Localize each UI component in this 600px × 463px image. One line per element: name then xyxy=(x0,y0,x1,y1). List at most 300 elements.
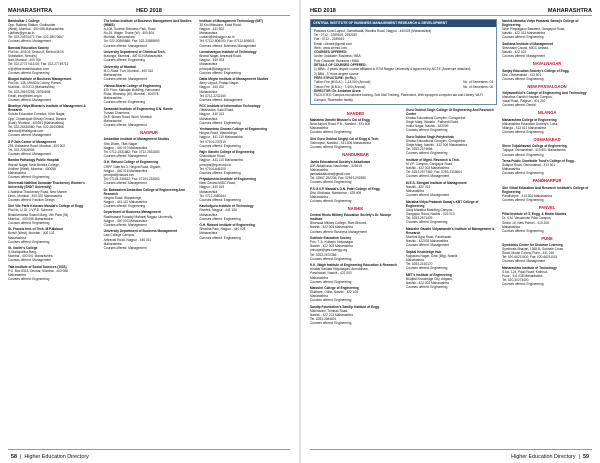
institute-detail-line: (West), Mumbai - 400 068 Maharashtra xyxy=(8,27,64,32)
city-section-heading: NILANGA xyxy=(537,110,557,116)
institute-name: Matoshri College of Engineering xyxy=(310,286,359,291)
institute-detail-line: rv@@barnwaleducation.com xyxy=(8,66,50,71)
institute-detail-line: Shiv Dham, Tilak Nagar, xyxy=(103,141,138,146)
institute-detail-line: Nashik - 422 005 Maharashtra xyxy=(310,244,353,249)
institute-detail-line: Courses offered: Engineering xyxy=(199,70,241,75)
institute-name: Saraswati Institute of Engineering S.N. Kamte xyxy=(103,106,173,111)
institute-detail-line: Amravati Road, Nagpur - 440 010 xyxy=(103,237,152,242)
institute-detail-line: Maharashtra xyxy=(406,189,424,194)
institute-detail-line: Courses offered: Management xyxy=(8,39,51,44)
institute-entry xyxy=(502,159,592,175)
institute-name: Tata Institute of Social Sciences (TISS) xyxy=(8,265,67,270)
institute-detail-line: principal@ges-coengg.org xyxy=(310,248,348,253)
institute-name: Ambedkar Institute of Management Studies xyxy=(103,137,170,142)
featured-institute-box xyxy=(310,19,497,105)
institute-name: Institute of Mgmt. Research & Tech. xyxy=(406,157,460,162)
institute-name: Vishwa Bharat College of Engineering xyxy=(103,83,162,88)
institute-name: Pillai Institute of IT, Engg. & Media Studies xyxy=(502,212,567,217)
institute-entry xyxy=(104,19,195,48)
institute-name: Kavikulguru Institute of Technology xyxy=(199,204,254,209)
institute-name: D P Jain Center of Management xyxy=(8,139,56,144)
institute-detail-line: Near Airport Road, P.B., Nanded - 431 605 xyxy=(310,122,371,127)
box-contact-line: Email : cibmrd@gmail.com xyxy=(314,41,352,46)
institute-detail-line: Gangapur Road, Nashik - 422 013 xyxy=(406,212,455,217)
institute-detail-line: Courses offered: Management xyxy=(103,77,147,82)
institute-entry xyxy=(406,135,497,155)
institute-entry xyxy=(502,42,592,58)
institute-detail-line: Courses offered: Engineering xyxy=(310,180,352,184)
institute-detail-line: Nagpur - 441 110 Maharashtra xyxy=(103,199,148,204)
institute-detail-line: Warudi Nagar, Near Bandra College, xyxy=(8,162,60,167)
institute-detail-line: Tel: 022-22406906 xyxy=(8,147,35,152)
page-number: 58 xyxy=(11,453,17,460)
institute-detail-line: Tel: 022-20855888; Fax: 022-20855890 xyxy=(103,39,160,44)
institute-detail-line: Maharashtra xyxy=(103,96,122,101)
institute-detail-line: director@bhalsignat.com xyxy=(8,128,44,133)
institute-detail-line: Panchavati, Nashik - 422 003 xyxy=(310,271,352,276)
column xyxy=(8,19,99,445)
institute-detail-line: Courses offered: Business Management xyxy=(199,43,257,48)
institute-detail-line: Tel: 07104-646100 xyxy=(199,166,226,171)
institute-detail-line: contact@imtnagpur.ac.in xyxy=(199,35,235,40)
institute-entry xyxy=(8,140,99,156)
institute-detail-line: Bhaktivedanta Swami Marg, Vile Parle (W) xyxy=(8,212,69,217)
institute-detail-line: Courses offered: Management xyxy=(8,151,51,156)
institute-detail-line: Borivli (West), Mumbai - 400 103 xyxy=(8,231,55,236)
institute-name: Institute of Management Technology (IMT) xyxy=(199,19,264,23)
institute-detail-line: Dr.E. Moses Road, Worli, Mumbai xyxy=(103,114,152,119)
institute-detail-line: Solapur Road, Osmanabad - 413 501 xyxy=(502,163,556,168)
institute-detail-line: Courses offered: Management xyxy=(103,43,147,48)
institute-detail-line: Rashtrasant Tukadoji Maharaj Nagpur University, xyxy=(103,214,173,219)
institute-name: Sadhana Institute of Management xyxy=(502,41,553,46)
city-section-heading: NANDED xyxy=(346,110,365,116)
institute-name: Sanjay Education Society's College of Engg. xyxy=(502,68,570,73)
box-lines xyxy=(314,29,493,51)
institute-detail-line: Nashik - 422 013 xyxy=(406,185,431,189)
institute-detail-line: Dist. Shahada, Nandurbar - 425 409 xyxy=(310,190,362,195)
institute-name: P.S.G.V.P. Mandal's D.N. Patel College of Engg. xyxy=(310,186,381,191)
column xyxy=(310,108,401,445)
institute-detail-line: Nagpur - 440 033 xyxy=(199,58,225,63)
institute-detail-line: Nashik - 422 002 Maharashtra xyxy=(406,166,449,171)
institute-name: Department of Business Management xyxy=(103,210,161,215)
institute-detail-line: Indira Nagar, Nashik - 422009 xyxy=(406,124,449,129)
institute-detail-line: Courses offered: Engineering xyxy=(310,321,352,326)
institute-detail-line: 293, Kalbadevi Road, Mumbai - 400 002 xyxy=(8,143,66,148)
institute-detail-line: Mumbai, Maharashtra xyxy=(103,35,135,40)
institute-entry xyxy=(199,204,290,220)
institute-detail-line: Courses offered: Management xyxy=(502,259,546,264)
institute-name: Nashik Maratha Vidya Prasarak Samaj's College of Engineering xyxy=(502,19,579,28)
institute-detail-line: Courses offered: Engineering xyxy=(8,277,50,282)
detail-item: 2) BBA - 3 Years degree course xyxy=(314,71,359,76)
institute-name: Gokhale Education Society xyxy=(310,236,352,241)
institute-name: G.H. Raisoni College of Engineering xyxy=(103,160,159,165)
institute-detail-line: Vasai Road, Palghar - 401 202 xyxy=(502,99,546,104)
city-section-heading: NASHIK xyxy=(347,205,364,211)
institute-detail-line: Courses offered: Engineering xyxy=(103,203,146,208)
institute-detail-line: Nagpur - 440 013 xyxy=(199,112,225,117)
institute-detail-line: Tel: 0253-2571439 xyxy=(406,216,433,221)
institute-detail-line: Courses offered: Management xyxy=(8,258,51,263)
page-footer xyxy=(8,449,290,463)
institute-entry xyxy=(502,186,592,202)
institute-detail-line: Maharashtra Education Society's, Latur, xyxy=(502,121,559,126)
institute-entry xyxy=(199,150,290,175)
institute-detail-line: Tel: 0253-2410170 xyxy=(406,262,433,267)
column xyxy=(406,108,497,445)
institute-detail-line: Nashik - 422 213 Maharashtra xyxy=(310,313,353,318)
institute-detail-line: Courses offered: Engineering xyxy=(199,170,241,175)
institute-detail-line: Maharashtra xyxy=(199,189,218,194)
city-section-heading: NEW PANVALGAON xyxy=(527,83,567,89)
institute-detail-line: principal@litnagpur.in xyxy=(199,66,230,71)
institute-name: Mahatma Gandhi Mission's Col of Engg xyxy=(310,118,370,123)
institute-detail-line: Sector 16, New Panvel - 410 206 xyxy=(502,220,549,225)
institute-detail-line: Tel: 0253-2374666 xyxy=(406,147,433,152)
institute-detail-line: Nagpur - 441 110 Maharashtra xyxy=(199,158,243,163)
institute-name: Terna Public Charitable Trust's College of Engg. xyxy=(502,159,575,164)
institute-detail-line: 1,Nathibai Thackersey Road, New Marine xyxy=(8,189,67,194)
column xyxy=(502,19,592,445)
institute-detail-line: Bhonsala Military College, Ram Bhoomi, xyxy=(310,221,368,226)
institute-entry xyxy=(8,77,99,102)
institute-detail-line: Matunga, Mumbai - 400 019 Maharashtra xyxy=(103,54,163,59)
institute-entry xyxy=(104,65,195,81)
institute-entry xyxy=(8,158,99,178)
right-lower-columns xyxy=(310,108,497,445)
institute-detail-line: Nagpur - 441 502 xyxy=(199,27,225,32)
institute-detail-line: S.No. 124, Paud Road, Kothrud, xyxy=(502,270,548,275)
institute-detail-line: 4Th Floor, Mahajan Building, Hanumant xyxy=(103,87,160,92)
facilities-line: FACILITIES: Campus recruitment training, Soft Skill Training, Placement, Well equipped computer lab and Library, Wi-Fi Campus, Recreation facility. xyxy=(314,93,483,102)
gutter xyxy=(299,0,301,463)
institute-detail-line: Shradha Park, Nagpur - 440 028 xyxy=(199,227,246,232)
box-contact-line: Tel : 0712 - 2289519, 2252087 xyxy=(314,32,358,37)
institute-detail-line: Maharashtra xyxy=(8,235,26,240)
featured-institute-body xyxy=(311,27,496,104)
institute-detail-line: Courses offered: Engineering xyxy=(406,128,448,133)
page-header xyxy=(310,0,592,16)
institute-detail-line: Courses offered: Business Management xyxy=(310,229,367,234)
institute-entry xyxy=(8,265,99,281)
institute-detail-line: Courses offered: Management xyxy=(103,153,147,158)
institute-detail-line: Courses offered: Management xyxy=(103,180,147,185)
institute-detail-line: Tuljapur, Osmanabad - 413 601 Maharashtra xyxy=(502,148,566,153)
institute-name: Matoshri Gandhi Vidyamandir's Institute of Management & Research xyxy=(406,226,495,235)
institute-detail-line: Courses offered: Management xyxy=(103,245,147,250)
institute-entry xyxy=(502,266,592,286)
institute-detail-line: Nagpur - 440 033 Maharashtra xyxy=(103,218,148,223)
institute-detail-line: principal@raisoni.net xyxy=(103,172,134,177)
institute-detail-line: Courses offered: Engineering xyxy=(406,151,448,156)
institute-detail-line: Courses offered: Engineering xyxy=(310,279,352,284)
institute-detail-line: Khalsa Educational Complex, Gurugobind xyxy=(406,139,466,144)
institute-name: M.E.S. Sinhgad Institute of Management xyxy=(406,180,467,185)
institute-detail-line: Kalpataru Nagar, Ozar (Mig), Nashik xyxy=(406,253,458,258)
institute-detail-line: Maharashtra xyxy=(199,62,218,67)
institute-name: Yeshwantrao Chavan College of Engineering xyxy=(199,127,268,132)
institute-detail-line: Maharashtra xyxy=(199,116,218,121)
institute-detail-line: Nashik - 422 013 Maharashtra xyxy=(502,31,545,36)
institute-detail-line: Nashik - 422 005 Maharashtra xyxy=(310,225,353,230)
institute-detail-line: Tel: 020-66211000; Fax: 020-66211001 xyxy=(502,255,558,260)
institute-detail-line: Courses offered: Engineering xyxy=(502,171,544,176)
page-header xyxy=(8,0,290,16)
institute-entry xyxy=(310,263,401,283)
institute-detail-line: Road, Model Colony, Pune - 411 016 xyxy=(502,251,555,256)
institute-entry xyxy=(310,236,401,261)
institute-detail-line: Maharashtra xyxy=(103,73,122,78)
institute-detail-line: Tulsani Chambers xyxy=(103,110,130,115)
featured-institute-title: CENTRAL INSTITUTE OF BUSINESS MANAGEMENT RESEARCH & DEVELOPMENT xyxy=(311,20,496,27)
institute-name: Shri Guru Gobind Singhji Col of Engg & Tech. xyxy=(310,137,380,142)
institute-detail-line: Maharashtra xyxy=(310,294,328,299)
institute-detail-line: Courses offered: Engineering xyxy=(310,198,352,203)
institute-entry xyxy=(199,50,290,75)
institute-entry xyxy=(199,223,290,239)
institute-name: Sandip Foundation's Sandip Institute of Engg. xyxy=(310,305,380,310)
institute-detail-line: Courses offered: Management xyxy=(406,243,450,248)
institute-detail-line: Plot No.-40/104, Sector-8, Behind MGS xyxy=(8,50,64,55)
institute-detail-line: Plot No. U-15, J.V.P.D. Scheme, xyxy=(8,208,54,213)
institute-detail-line: Nilanga - 413 521 Maharashtra xyxy=(502,125,547,130)
institute-detail-line: Courses offered: Engineering xyxy=(199,235,241,240)
institute-detail-line: Maharashtra xyxy=(103,119,122,124)
institute-name: St. Xavier's College xyxy=(8,246,38,251)
column xyxy=(104,19,195,445)
course-item: Post Graduate: Business / MBA xyxy=(314,58,359,63)
institute-detail-line: Eklahare, Odha, Nashik - 422 105 xyxy=(310,290,359,295)
institute-detail-line: Courses offered: Engineering xyxy=(8,239,50,244)
right-page xyxy=(302,0,600,463)
column xyxy=(199,19,290,445)
institute-detail-line: Lines, Mumbai - 400 020 Maharashtra xyxy=(8,193,62,198)
institute-entry xyxy=(8,246,99,262)
institute-name: Symbiosis Centre for Distance Learning xyxy=(502,243,563,248)
city-section-heading: NANDURBAR xyxy=(342,152,369,158)
institute-entry xyxy=(8,104,99,137)
left-page xyxy=(0,0,298,463)
institute-name: The Indian Institute of Business Management And Studies (IIBMS) xyxy=(103,19,192,28)
institute-entry xyxy=(199,77,290,102)
institute-detail-line: Nagpur - 440 016 Maharashtra xyxy=(103,168,148,173)
institute-detail-line: Courses offered: Engineering xyxy=(406,285,448,290)
page-number: 59 xyxy=(583,453,589,460)
fee-semesters: No. of Semesters: 04 xyxy=(463,80,494,85)
institute-entry xyxy=(104,210,195,226)
institute-entry xyxy=(199,127,290,147)
institute-entry xyxy=(8,227,99,243)
institute-detail-line: Ramtek, Nagpur - 441 106 xyxy=(199,208,237,213)
institute-detail-line: Maharashtra xyxy=(199,31,218,36)
fee-list xyxy=(314,80,493,89)
courses-list xyxy=(314,54,493,63)
institute-name: Bandra Pathology Public Hospital xyxy=(8,158,60,163)
institute-detail-line: Plot No. 135, MHADA Colony, Panvel xyxy=(8,81,61,86)
institute-entry xyxy=(502,69,592,81)
institute-detail-line: Nashik - 422 010 xyxy=(502,50,527,55)
header-edition: HED 2018 xyxy=(310,8,336,14)
institute-detail-line: Vishnupuri, Nanded - 431 606 Maharashtra xyxy=(310,141,372,146)
institute-detail-line: Maharashtra xyxy=(310,194,328,199)
institute-detail-line: Khalsa Educational Complex, Gurugobind xyxy=(406,116,466,121)
institute-detail-line: Courses offered: Management xyxy=(406,174,450,179)
city-section-heading: OSMANABAD xyxy=(533,137,561,143)
institute-detail-line: Shivshakti Chowk, MIDC Ambad, xyxy=(502,46,549,51)
institute-name: Shri Vile Parle Kelavani Mandal's College of Engg. xyxy=(8,204,84,209)
institute-name: Datta Meghe Institute of Management Studies xyxy=(199,77,269,82)
institute-entry xyxy=(502,91,592,107)
institute-detail-line: M.G.Road, Fort, Mumbai - 400 032 xyxy=(103,69,154,74)
institute-entry xyxy=(406,227,497,247)
institute-entry xyxy=(310,187,401,203)
header-state: MAHARASHTRA xyxy=(8,8,53,14)
footer-title: Higher Education Directory xyxy=(511,453,576,460)
institute-detail-line: Maharashtra xyxy=(199,89,218,94)
institute-name: Laxminarayan Institute of Technology xyxy=(199,50,257,55)
institute-detail-line: M.V.P. Campus, Gangapur Road, xyxy=(406,162,453,167)
institute-detail-line: Courses offered: Dental xyxy=(502,103,536,108)
institute-detail-line: Courses offered: Engineering xyxy=(502,35,544,40)
institute-detail-line: Courses offered: Management xyxy=(199,97,243,102)
institute-detail-line: Dist.-Osmanabad - 413 501 xyxy=(502,72,542,77)
institute-detail-line: Courses offered: Engineering xyxy=(199,143,241,148)
institute-detail-line: Near Pimpalgaon Baswant, Gangapur Road, xyxy=(502,27,566,32)
header-edition: HED 2018 xyxy=(136,8,162,14)
institute-name: Sapkal Knowledge Hub xyxy=(406,249,442,254)
institute-entry xyxy=(310,160,401,185)
box-contact-line: Web : www.cibmrd.com xyxy=(314,45,348,50)
institute-detail-line: Tel: 020-30273400 xyxy=(502,278,529,283)
box-contact-line: Pawashi Kund Layout, Somalwada, Wardha Road, Nagpur - 440025 (Maharashtra) xyxy=(314,28,432,33)
institute-entry xyxy=(104,229,195,249)
institute-detail-line: Maharashtra xyxy=(199,231,218,236)
institute-detail-line: Maharashtra xyxy=(103,241,122,246)
institute-entry xyxy=(502,144,592,156)
institute-detail-line: Kuhula Education Complex, Khar Nagar, xyxy=(8,112,66,117)
institute-entry xyxy=(310,213,401,233)
institute-name: Shri Vithal Education And Research Institute's College of Engineering xyxy=(502,185,589,194)
institute-detail-line: A/P. Akkalkuwa, Nandurbar - 425415 xyxy=(310,163,362,168)
institute-entry xyxy=(406,108,497,133)
institute-detail-line: Tel: 022-28670255; 28760808 xyxy=(8,89,51,94)
institute-detail-line: Courses offered: Engineering xyxy=(199,197,241,202)
institute-name: Guru Gobind Singh Polytechnic xyxy=(406,134,455,139)
institute-name: St. Francis Inst. of Tech. M.P.Mabour xyxy=(8,227,64,232)
institute-detail-line: Chandrapur Road, xyxy=(199,154,226,159)
institute-entry xyxy=(310,286,401,302)
header-state: MAHARASHTRA xyxy=(547,8,592,14)
city-section-heading: PANDHARPUR xyxy=(532,178,562,184)
institute-detail-line: Bhujbal Knowledge City, Adgaon, xyxy=(406,276,453,281)
institute-detail-line: Courses offered: Engineering xyxy=(502,129,544,134)
institute-detail-line: Hingna Road, Wanadongri, xyxy=(199,131,238,136)
institute-detail-line: Nagpur - 440 022 xyxy=(199,85,225,90)
institute-entry xyxy=(310,118,401,134)
institute-detail-line: (East), Mumbai - 400051 (Maharashtra) xyxy=(8,120,64,125)
institute-detail-line: 5, Mahapalika Marg, xyxy=(8,250,37,255)
institute-name: Shree Tuljabhavani College of Engineering xyxy=(502,144,567,149)
institute-detail-line: Singh Marg, Nashik - 422 009 Maharashtra xyxy=(406,143,467,148)
institute-detail-line: Courses offered: Engineering xyxy=(103,100,146,105)
box-contact-line: Fax : 0712 - 2289519 xyxy=(314,37,345,42)
institute-name: University Department of Business Management xyxy=(103,229,178,234)
institute-name: Maharashtra College of Engineering xyxy=(502,117,557,122)
institute-entry xyxy=(502,243,592,263)
institute-detail-line: Courses offered: Management xyxy=(8,132,51,137)
institute-detail-line: Pune - 411 038 Maharashtra xyxy=(502,274,543,279)
institute-detail-line: Maharashtra xyxy=(502,224,520,229)
institute-detail-line: Substation, Nerul(w) xyxy=(8,54,37,59)
institute-detail-line: Road, Bhandup (W), Mumbai - 400078 xyxy=(103,92,159,96)
footer-separator: | xyxy=(20,453,22,460)
institute-entry xyxy=(8,181,99,201)
institute-detail-line: Courses offered: Engineering xyxy=(8,220,50,225)
institute-detail-line: Courses offered: Engineering xyxy=(406,220,448,225)
institute-name: Rajiv Gandhi College of Engineering xyxy=(199,150,255,155)
institute-detail-line: Courses offered: Engineering xyxy=(8,174,50,179)
institute-detail-line: Maharashtra xyxy=(199,212,218,217)
institute-detail-line: Navi Mumbai - 400 706 xyxy=(8,58,41,63)
institute-name: RCC Institute of Information Technology xyxy=(199,104,261,109)
institute-name: Guru Gobind Singh College Of Engineering And Research Centre xyxy=(406,107,494,116)
institute-detail-line: Gittikhadan, Katol Road, xyxy=(199,108,234,113)
institute-detail-line: Mahiravani, Trimbak Road, xyxy=(310,309,349,314)
institute-entry xyxy=(104,107,195,127)
institute-entry xyxy=(310,305,401,325)
institute-name: Bhartiya Vidya Bhavan's Institute of Management & Research xyxy=(8,104,86,113)
institute-detail-line: Mumbai Agra Road, Panchavati, xyxy=(406,235,452,240)
institute-entry xyxy=(406,273,497,289)
city-section-heading: PUNE xyxy=(541,235,553,241)
institute-name: Dr. Babasaheb Ambedkar College of Engineering And Research xyxy=(103,187,185,196)
institute-detail-line: Opp. Railway Station, Godbunder xyxy=(8,23,56,28)
fee-title: FEES STRUCTURE: (in Rs.) xyxy=(314,76,356,81)
institute-entry xyxy=(406,250,497,270)
institute-name: Bhagat Institute of Business Management xyxy=(8,77,72,82)
institute-detail-line: Tel: 02567-252236; Fax: 02567-252380 xyxy=(310,175,366,180)
institute-detail-line: Nagpur - 440 010 Maharashtra xyxy=(103,145,148,150)
institute-name: University of Mumbai xyxy=(103,64,136,69)
institute-detail-line: Tel: 0253-2584801 xyxy=(310,317,337,322)
institute-detail-line: Mahatma Gandhi Hospital Campus, xyxy=(502,95,553,100)
institute-entry xyxy=(502,212,592,232)
institute-detail-line: Courses offered: Engineering xyxy=(502,282,544,287)
institute-detail-line: Courses offered: Engineering xyxy=(406,266,448,271)
institute-detail-line: Tel: 0712-2531882; Fax: 0712-2531883 xyxy=(103,149,160,154)
institute-detail-line: Atrey Layout, Pratap Nagar, xyxy=(199,81,239,86)
institute-entry xyxy=(8,204,99,224)
institute-entry xyxy=(8,19,99,44)
institute-detail-line: Nashik - 422003 Maharashtra xyxy=(406,239,449,244)
institute-name: K.K. Wagh Institute of Engineering Education & Research xyxy=(310,263,398,268)
page-footer xyxy=(310,449,592,463)
institute-detail-line: Near Central MIDC Road, xyxy=(199,181,236,186)
institute-detail-line: Nagpur - 441 110 Maharashtra xyxy=(199,135,243,140)
institute-detail-line: Dr. K.M. Vasudevan Pillai Campus, xyxy=(502,216,552,221)
institute-detail-line: jamiaakkalkuwa@gmail.com xyxy=(310,171,351,176)
institute-name: Jamia Educational Society's Akkalkuwa xyxy=(310,159,370,164)
institute-detail-line: 35 Km Milestone, Katol Road, xyxy=(199,23,242,28)
institute-detail-line: Tel: 022-23570471; Fax: 022-28070667 xyxy=(8,35,64,40)
institute-detail-line: Courses offered: Engineering xyxy=(502,76,544,81)
institute-detail-line: r.jadhav@gm.ac.in xyxy=(8,31,35,36)
institute-detail-line: Maharashtra xyxy=(406,258,424,262)
institute-detail-line: Nashik - 422 003 Maharashtra xyxy=(406,280,449,285)
institute-detail-line: Courses offered: Engineering xyxy=(310,145,352,150)
